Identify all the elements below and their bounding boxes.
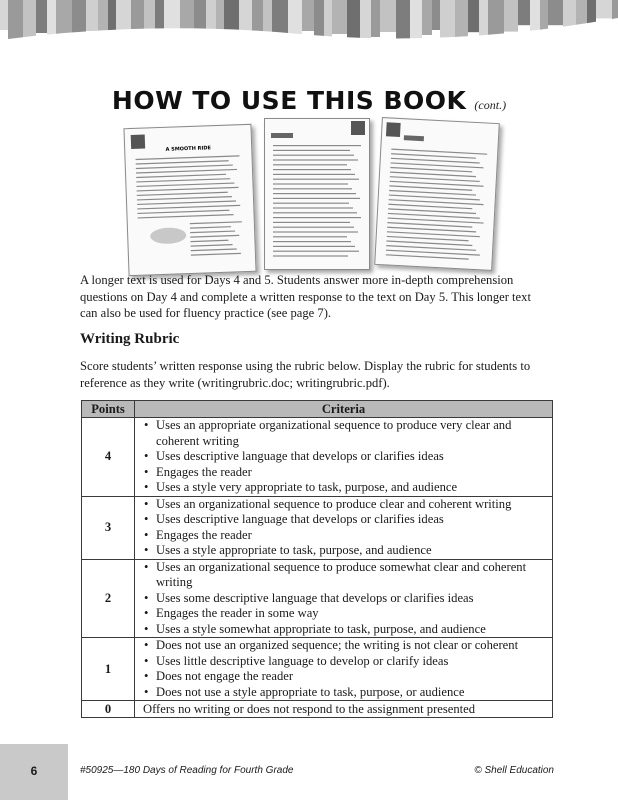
intro-paragraph: A longer text is used for Days 4 and 5. Students answer more in-depth comprehension questions on Day 4 and complete a written response to the text on Day 5. This longer text can also be used for fluency practice (see page 7).	[80, 273, 531, 320]
page-number: 6	[30, 764, 38, 778]
thumbnail-text-line	[138, 214, 234, 219]
criteria-item: • Uses an organizational sequence to produce somewhat clear and coherent writing	[156, 560, 552, 591]
thumbnail-page-graphic	[265, 119, 369, 269]
thumbnail-text-line	[137, 205, 240, 210]
page-heading	[0, 86, 618, 115]
thumbnail-text-line	[273, 188, 352, 189]
criteria-item: • Uses some descriptive language that develops or clarifies ideas	[156, 591, 552, 607]
thumbnail-text-line	[387, 236, 469, 241]
thumbnail-text-line	[387, 222, 472, 228]
points-cell: 0	[82, 701, 135, 718]
points-cell: 2	[82, 559, 135, 638]
thumbnail-text-line	[273, 169, 351, 170]
table-row	[82, 418, 553, 497]
thumbnail-text-line	[190, 230, 235, 233]
thumbnail-text-line	[273, 155, 354, 156]
thumbnail-text-line	[386, 240, 472, 246]
thumbnail-text-line	[136, 178, 230, 182]
criteria-item: • Engages the reader	[156, 465, 552, 481]
thumbnail-text-line	[273, 246, 355, 247]
thumbnail-text-line	[390, 172, 476, 178]
thumbnail-text-line	[273, 236, 347, 237]
criteria-item: • Uses descriptive language that develops or clarifies ideas	[156, 512, 552, 528]
criteria-item: • Uses a style somewhat appropriate to task, purpose, and audience	[156, 622, 552, 638]
table-row	[82, 638, 553, 701]
criteria-item: • Does not use an organized sequence; the writing is not clear or coherent	[156, 638, 552, 654]
thumbnail-text-line	[391, 149, 487, 155]
banner-stripe	[72, 0, 86, 36]
thumbnail-text-line	[191, 253, 241, 256]
criteria-cell	[135, 638, 553, 701]
thumbnail-text-line	[273, 159, 358, 160]
thumbnail-title: A SMOOTH RIDE	[165, 145, 211, 153]
thumbnail-text-line	[191, 248, 237, 251]
thumbnail-text-line	[391, 162, 484, 168]
criteria-item: • Engages the reader	[156, 528, 552, 544]
thumbnail-text-line	[273, 217, 361, 218]
thumbnail-day5-writing	[374, 117, 500, 271]
thumbnail-text-line	[137, 210, 229, 214]
thumbnail-text-line	[273, 227, 354, 228]
banner-stripe	[432, 0, 440, 30]
thumbnail-text-line	[386, 254, 469, 260]
banner-stripe	[36, 0, 47, 33]
thumbnail-text-line	[273, 150, 350, 151]
criteria-item: • Does not engage the reader	[156, 669, 552, 685]
banner-stripe	[302, 0, 314, 31]
banner-stripe	[468, 0, 479, 32]
thumbnail-text-line	[137, 192, 228, 196]
thumbnail-text-line	[389, 185, 472, 191]
banner-stripe	[548, 0, 563, 25]
writing-rubric-table	[81, 400, 553, 718]
thumbnail-text-line	[273, 164, 347, 165]
criteria-cell	[135, 701, 553, 718]
banner-stripe	[422, 0, 432, 35]
thumbnail-text-line	[137, 196, 232, 201]
banner-stripe	[216, 0, 224, 30]
banner-stripe	[360, 0, 371, 42]
thumbnail-text-line	[391, 158, 480, 164]
thumbnail-text-line	[136, 174, 226, 178]
criteria-item: • Uses an organizational sequence to produce clear and coherent writing	[156, 497, 552, 513]
thumbnail-text-line	[136, 182, 234, 187]
thumbnail-text-line	[388, 208, 476, 214]
banner-stripe	[455, 0, 468, 38]
banner-stripe	[288, 0, 302, 36]
thumbnail-text-line	[273, 145, 361, 146]
thumbnail-text-line	[136, 164, 233, 169]
criteria-cell	[135, 418, 553, 497]
thumbnail-text-line	[388, 204, 472, 210]
banner-stripe	[86, 0, 98, 31]
banner-stripe	[410, 0, 422, 40]
thumbnail-text-line	[389, 190, 476, 196]
points-cell: 1	[82, 638, 135, 701]
thumbnail-text-line	[390, 181, 484, 187]
footer-copyright: © Shell Education	[474, 765, 554, 776]
thumbnail-text-line	[390, 167, 472, 172]
thumbnail-text-line	[386, 245, 476, 251]
thumbnail-day4-questions	[264, 118, 370, 270]
thumbnail-text-line	[273, 241, 351, 242]
banner-stripe	[8, 0, 23, 43]
criteria-item: • Uses a style very appropriate to task, purpose, and audience	[156, 480, 552, 496]
banner-stripe	[440, 0, 455, 43]
sample-page-thumbnails	[0, 118, 618, 268]
thumbnail-text-line	[273, 231, 358, 232]
thumbnail-text-line	[273, 207, 353, 208]
thumbnail-text-line	[389, 194, 480, 200]
banner-stripe	[116, 0, 131, 34]
column-header-points: Points	[82, 401, 135, 418]
thumbnail-text-line	[387, 227, 476, 233]
criteria-item: • Uses little descriptive language to develop or clarify ideas	[156, 654, 552, 670]
column-header-criteria: Criteria	[135, 401, 553, 418]
thumbnail-text-line	[391, 153, 476, 159]
thumbnail-text-line	[191, 244, 233, 247]
thumbnail-day4-passage	[123, 124, 256, 276]
thumbnail-page-graphic	[375, 118, 498, 270]
criteria-item: • Uses an appropriate organizational sequence to produce very clear and coherent writing	[156, 418, 552, 449]
banner-stripe	[164, 0, 180, 32]
thumbnail-text-line	[386, 250, 480, 256]
thumbnail-text-line	[273, 251, 359, 252]
criteria-item: • Uses descriptive language that develops or clarifies ideas	[156, 449, 552, 465]
thumbnail-text-line	[388, 213, 480, 219]
thumbnail-text-line	[190, 240, 228, 243]
thumbnail-text-line	[273, 183, 348, 184]
banner-stripe	[324, 0, 332, 39]
banner-stripe	[587, 0, 596, 24]
table-row	[82, 559, 553, 638]
footer-book-title: #50925—180 Days of Reading for Fourth Grade	[80, 765, 294, 776]
thumbnail-text-line	[273, 255, 348, 256]
banner-stripe	[0, 0, 8, 30]
points-cell: 3	[82, 496, 135, 559]
rubric-instructions: Score students’ written response using the rubric below. Display the rubric for students to reference as they write (writingrubric.doc; writingrubric.pdf).	[80, 359, 531, 390]
criteria-cell	[135, 559, 553, 638]
banner-stripe	[332, 0, 347, 34]
thumbnail-text-line	[137, 187, 239, 192]
thumbnail-text-line	[136, 160, 229, 164]
banner-stripe	[371, 0, 380, 37]
table-header-row	[82, 401, 553, 418]
thumbnail-text-line	[137, 200, 236, 205]
decorative-stripe-banner	[0, 0, 618, 52]
banner-stripe	[23, 0, 36, 38]
thumbnail-page-graphic	[124, 125, 255, 275]
thumbnail-text-line	[190, 221, 242, 224]
thumbnail-text-line	[273, 212, 357, 213]
banner-stripe	[540, 0, 548, 31]
thumbnail-text-line	[273, 179, 359, 180]
banner-stripe	[596, 0, 612, 18]
page-title-cont: (cont.)	[474, 98, 507, 112]
banner-stripe	[488, 0, 504, 38]
table-row	[82, 701, 553, 718]
thumbnail-text-line	[136, 169, 237, 174]
thumbnail-text-line	[273, 222, 350, 223]
thumbnail-text-line	[389, 199, 484, 205]
banner-stripe	[252, 0, 263, 33]
section-title: Writing Rubric	[80, 331, 180, 347]
thumbnail-text-line	[273, 174, 355, 175]
criteria-item: • Uses a style appropriate to task, purpose, and audience	[156, 543, 552, 559]
thumbnail-text-line	[190, 235, 239, 238]
criteria-text: Offers no writing or does not respond to the assignment presented	[143, 702, 476, 716]
points-cell: 4	[82, 418, 135, 497]
banner-stripe	[518, 0, 530, 25]
thumbnail-text-line	[273, 203, 349, 204]
table-row	[82, 496, 553, 559]
criteria-cell	[135, 496, 553, 559]
thumbnail-text-line	[388, 217, 484, 223]
thumbnail-text-line	[387, 231, 480, 237]
banner-stripe	[396, 0, 410, 45]
banner-stripe	[380, 0, 396, 32]
criteria-item: • Engages the reader in some way	[156, 606, 552, 622]
criteria-item: • Does not use a style appropriate to task, purpose, or audience	[156, 685, 552, 701]
thumbnail-text-line	[136, 155, 240, 160]
page-title: HOW TO USE THIS BOOK	[111, 86, 467, 115]
thumbnail-text-line	[190, 226, 231, 229]
thumbnail-text-line	[273, 193, 356, 194]
thumbnail-text-line	[273, 198, 360, 199]
thumbnail-text-line	[390, 176, 480, 182]
banner-stripe	[504, 0, 518, 32]
